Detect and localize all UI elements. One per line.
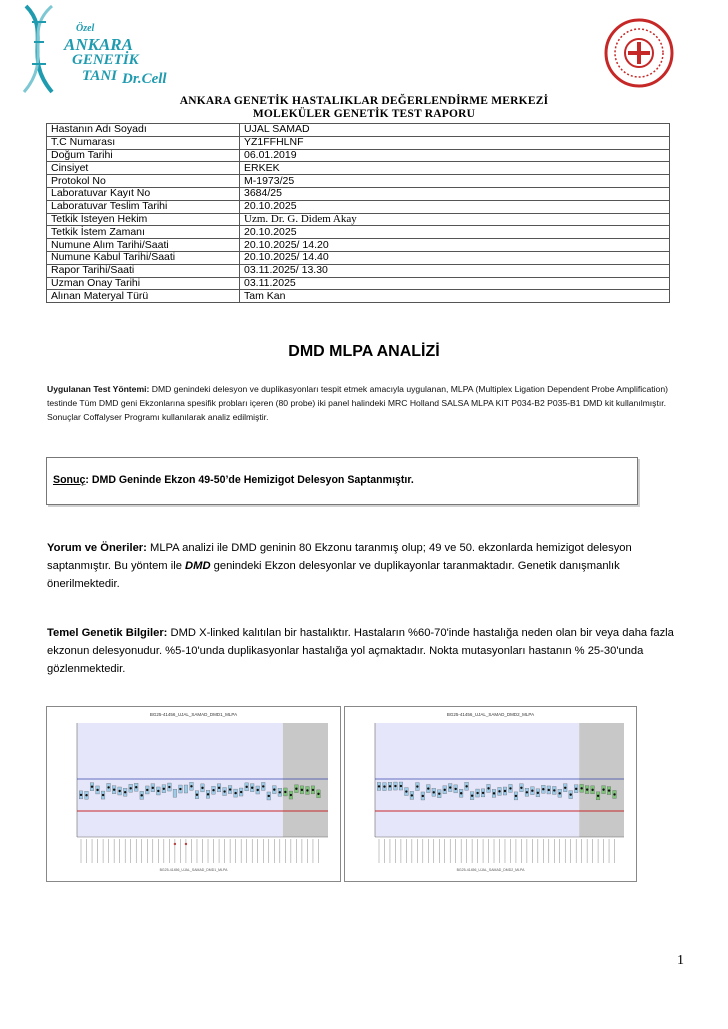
info-row — [47, 162, 670, 175]
info-value: 3684/25 — [240, 187, 670, 200]
probe-ratio-point — [273, 788, 275, 790]
info-row — [47, 200, 670, 213]
patient-info-table — [46, 123, 670, 303]
probe-ratio-point — [196, 794, 198, 796]
probe-ratio-point — [570, 793, 572, 795]
comments-text-1: MLPA analizi ile DMD geninin 80 Ekzonu taranmış olup; 49 ve 50. ekzonlarda hemizigot delesyon saptanmıştır. Bu yöntem ile — [47, 542, 632, 572]
probe-ratio-point — [234, 792, 236, 794]
probe-ratio-point — [608, 789, 610, 791]
probe-ratio-point — [317, 793, 319, 795]
info-row — [47, 124, 670, 137]
mlpa-chart-2-image — [345, 707, 636, 881]
probe-ratio-point — [526, 791, 528, 793]
info-value: 20.10.2025/ 14.20 — [240, 239, 670, 252]
info-label: Doğum Tarihi — [47, 149, 240, 162]
probe-ratio-point — [580, 787, 582, 789]
probe-ratio-point — [118, 790, 120, 792]
probe-ratio-point — [613, 793, 615, 795]
comments-text-2: genindeki Ekzon delesyonlar ve duplikayonlar taranmaktadır. Genetik danışmanlık önerilmektedir. — [47, 560, 620, 590]
logo-genetik: GENETİK — [72, 52, 139, 68]
info-label: Numune Kabul Tarihi/Saati — [47, 251, 240, 264]
reference-probe-band — [579, 723, 624, 837]
probe-ratio-point — [152, 787, 154, 789]
probe-ratio-point — [245, 786, 247, 788]
info-label: Hastanın Adı Soyadı — [47, 124, 240, 137]
probe-ratio-point — [471, 795, 473, 797]
probe-ratio-point — [498, 790, 500, 792]
info-value: 20.10.2025/ 14.40 — [240, 251, 670, 264]
ministry-seal-icon — [604, 18, 674, 88]
probe-ratio-point — [444, 789, 446, 791]
result-label: Sonuç — [53, 474, 86, 486]
test-method — [47, 382, 687, 424]
info-row — [47, 187, 670, 200]
probe-ratio-point — [301, 789, 303, 791]
genetic-info-label: Temel Genetik Bilgiler: — [47, 627, 168, 639]
result-box — [46, 457, 638, 505]
info-value: YZ1FFHLNF — [240, 136, 670, 149]
result-text — [53, 474, 414, 486]
info-row — [47, 226, 670, 239]
chart-title: BG25-41456_UJAL_SAMAD_DMD2_MLPA — [446, 712, 535, 717]
probe-ratio-point — [146, 789, 148, 791]
probe-ratio-point — [602, 788, 604, 790]
info-row — [47, 239, 670, 252]
info-value: M-1973/25 — [240, 175, 670, 188]
mlpa-chart-1-image — [47, 707, 340, 881]
info-label: Numune Alım Tarihi/Saati — [47, 239, 240, 252]
info-value: Tam Kan — [240, 290, 670, 303]
chart-footer: BG25-41456_UJAL_SAMAD_DMD2_MLPA — [456, 868, 525, 872]
probe-ratio-point — [394, 785, 396, 787]
probe-ratio-point — [504, 790, 506, 792]
probe-ratio-point — [438, 792, 440, 794]
probe-ratio-point — [207, 793, 209, 795]
info-value: 03.11.2025/ 13.30 — [240, 264, 670, 277]
probe-ratio-point — [427, 787, 429, 789]
probe-ratio-point — [548, 789, 550, 791]
probe-ratio-point — [559, 792, 561, 794]
probe-ratio-point — [493, 792, 495, 794]
probe-ratio-point — [91, 786, 93, 788]
comments-paragraph — [47, 539, 687, 593]
probe-ratio-point — [85, 794, 87, 796]
info-row — [47, 136, 670, 149]
probe-ratio-point — [389, 785, 391, 787]
probe-ratio-point — [284, 791, 286, 793]
info-label: Tetkik İstem Zamanı — [47, 226, 240, 239]
probe-ratio-point — [295, 788, 297, 790]
info-label: T.C Numarası — [47, 136, 240, 149]
probe-ratio-point — [113, 788, 115, 790]
probe-ratio-point — [422, 795, 424, 797]
info-row — [47, 277, 670, 290]
probe-ratio-point — [306, 789, 308, 791]
info-label: Uzman Onay Tarihi — [47, 277, 240, 290]
plot-area — [375, 723, 579, 837]
probe-ratio-point — [520, 787, 522, 789]
page-number: 1 — [677, 953, 684, 968]
genetic-info-text: DMD X-linked kalıtılan bir hastalıktır. Hastaların %60-70'inde hastalığa neden olan bir veya daha fazla ekzonun delesyonudur. %5-10'unda duplikasyonlar hastalığa yol açmaktadır. Nokta mutasyonları hastanın % 25-30'unda gözlenmektedir. — [47, 627, 674, 675]
probe-ratio-point — [290, 794, 292, 796]
info-label: Laboratuvar Kayıt No — [47, 187, 240, 200]
probe-ratio-point — [240, 791, 242, 793]
probe-ratio-point — [575, 788, 577, 790]
probe-box — [173, 789, 177, 797]
report-header-line1: ANKARA GENETİK HASTALIKLAR DEĞERLENDİRME MERKEZİ — [179, 95, 549, 107]
chart-title: BG25-41456_UJAL_SAMAD_DMD1_MLPA — [149, 712, 238, 717]
probe-ratio-point — [509, 787, 511, 789]
info-label: Tetkik İsteyen Hekim — [47, 213, 240, 226]
probe-ratio-point — [531, 790, 533, 792]
info-row — [47, 213, 670, 226]
probe-ratio-point — [542, 788, 544, 790]
probe-ratio-point — [251, 787, 253, 789]
info-label: Alınan Materyal Türü — [47, 290, 240, 303]
comments-gene: DMD — [185, 560, 211, 572]
info-value: 20.10.2025 — [240, 226, 670, 239]
probe-ratio-point — [141, 794, 143, 796]
logo-ozel: Özel — [76, 23, 95, 34]
test-title: DMD MLPA ANALİZİ — [288, 343, 440, 360]
chart-footer: BG25-41456_UJAL_SAMAD_DMD1_MLPA — [159, 868, 228, 872]
probe-ratio-point — [279, 791, 281, 793]
reference-probe-band — [283, 723, 328, 837]
info-row — [47, 149, 670, 162]
probe-ratio-point — [449, 786, 451, 788]
mlpa-chart-panel-2 — [344, 706, 637, 882]
probe-ratio-point — [257, 789, 259, 791]
info-label: Laboratuvar Teslim Tarihi — [47, 200, 240, 213]
probe-ratio-point — [476, 792, 478, 794]
probe-ratio-point — [157, 790, 159, 792]
info-label: Rapor Tarihi/Saati — [47, 264, 240, 277]
info-row — [47, 251, 670, 264]
probe-ratio-point — [553, 789, 555, 791]
probe-ratio-point — [537, 792, 539, 794]
probe-ratio-point — [487, 787, 489, 789]
info-value: 06.01.2019 — [240, 149, 670, 162]
info-value: 20.10.2025 — [240, 200, 670, 213]
probe-ratio-point — [223, 790, 225, 792]
probe-ratio-point — [400, 785, 402, 787]
probe-ratio-point — [212, 789, 214, 791]
clinic-logo — [12, 2, 172, 94]
probe-ratio-point — [591, 789, 593, 791]
probe-ratio-point — [460, 792, 462, 794]
probe-ratio-point — [102, 794, 104, 796]
probe-ratio-point — [411, 794, 413, 796]
probe-ratio-point — [405, 790, 407, 792]
probe-ratio-point — [201, 787, 203, 789]
probe-ratio-point — [597, 795, 599, 797]
info-value: Uzm. Dr. G. Didem Akay — [240, 213, 670, 226]
probe-ratio-point — [262, 785, 264, 787]
method-label: Uygulanan Test Yöntemi: — [47, 384, 150, 394]
probe-ratio-point — [130, 787, 132, 789]
info-row — [47, 264, 670, 277]
probe-ratio-point — [218, 787, 220, 789]
info-label: Protokol No — [47, 175, 240, 188]
dna-helix-icon — [12, 2, 72, 94]
plot-area — [77, 723, 283, 837]
probe-ratio-point — [135, 786, 137, 788]
probe-ratio-point — [163, 788, 165, 790]
probe-ratio-point — [465, 785, 467, 787]
comments-label: Yorum ve Öneriler: — [47, 542, 147, 554]
info-value: ERKEK — [240, 162, 670, 175]
probe-ratio-point — [564, 787, 566, 789]
genetic-info-paragraph — [47, 624, 687, 678]
probe-ratio-point — [96, 789, 98, 791]
method-text: DMD genindeki delesyon ve duplikasyonları tespit etmek amacıyla uygulanan, MLPA (Multiplex Ligation Dependent Probe Amplification) testinde Tüm DMD geni Ekzonlarına spesifik probları içeren (80 probe) iki panel halindeki MRC Holland SALSA MLPA KIT P034-B2 P035-B1 DMD kit kullanılmıştır. Sonuçlar Coffalyser Programı kullanılarak analiz edilmiştir. — [47, 384, 668, 422]
logo-ankara: ANKARA — [64, 35, 133, 54]
probe-ratio-point — [312, 789, 314, 791]
probe-ratio-point — [586, 788, 588, 790]
probe-ratio-point — [433, 791, 435, 793]
info-value: UJAL SAMAD — [240, 124, 670, 137]
probe-ratio-point — [378, 785, 380, 787]
info-value: 03.11.2025 — [240, 277, 670, 290]
report-header-line2: MOLEKÜLER GENETİK TEST RAPORU — [252, 108, 476, 120]
info-label: Cinsiyet — [47, 162, 240, 175]
mlpa-chart-panel-1 — [46, 706, 341, 882]
info-row — [47, 175, 670, 188]
probe-ratio-point — [168, 786, 170, 788]
probe-ratio-point — [107, 786, 109, 788]
probe-ratio-point — [383, 785, 385, 787]
logo-drcell: Dr.Cell — [122, 71, 167, 87]
result-value: : DMD Geninde Ekzon 49-50’de Hemizigot Delesyon Saptanmıştır. — [85, 474, 414, 486]
probe-ratio-point — [179, 788, 181, 790]
logo-tani: TANI — [82, 68, 118, 84]
probe-ratio-point — [268, 795, 270, 797]
probe-box — [184, 785, 188, 793]
probe-ratio-point — [454, 788, 456, 790]
probe-ratio-point — [515, 795, 517, 797]
probe-ratio-point — [416, 785, 418, 787]
probe-ratio-point — [229, 788, 231, 790]
probe-ratio-point — [482, 792, 484, 794]
info-row — [47, 290, 670, 303]
probe-ratio-point — [80, 794, 82, 796]
probe-ratio-point — [124, 791, 126, 793]
probe-ratio-point — [190, 785, 192, 787]
